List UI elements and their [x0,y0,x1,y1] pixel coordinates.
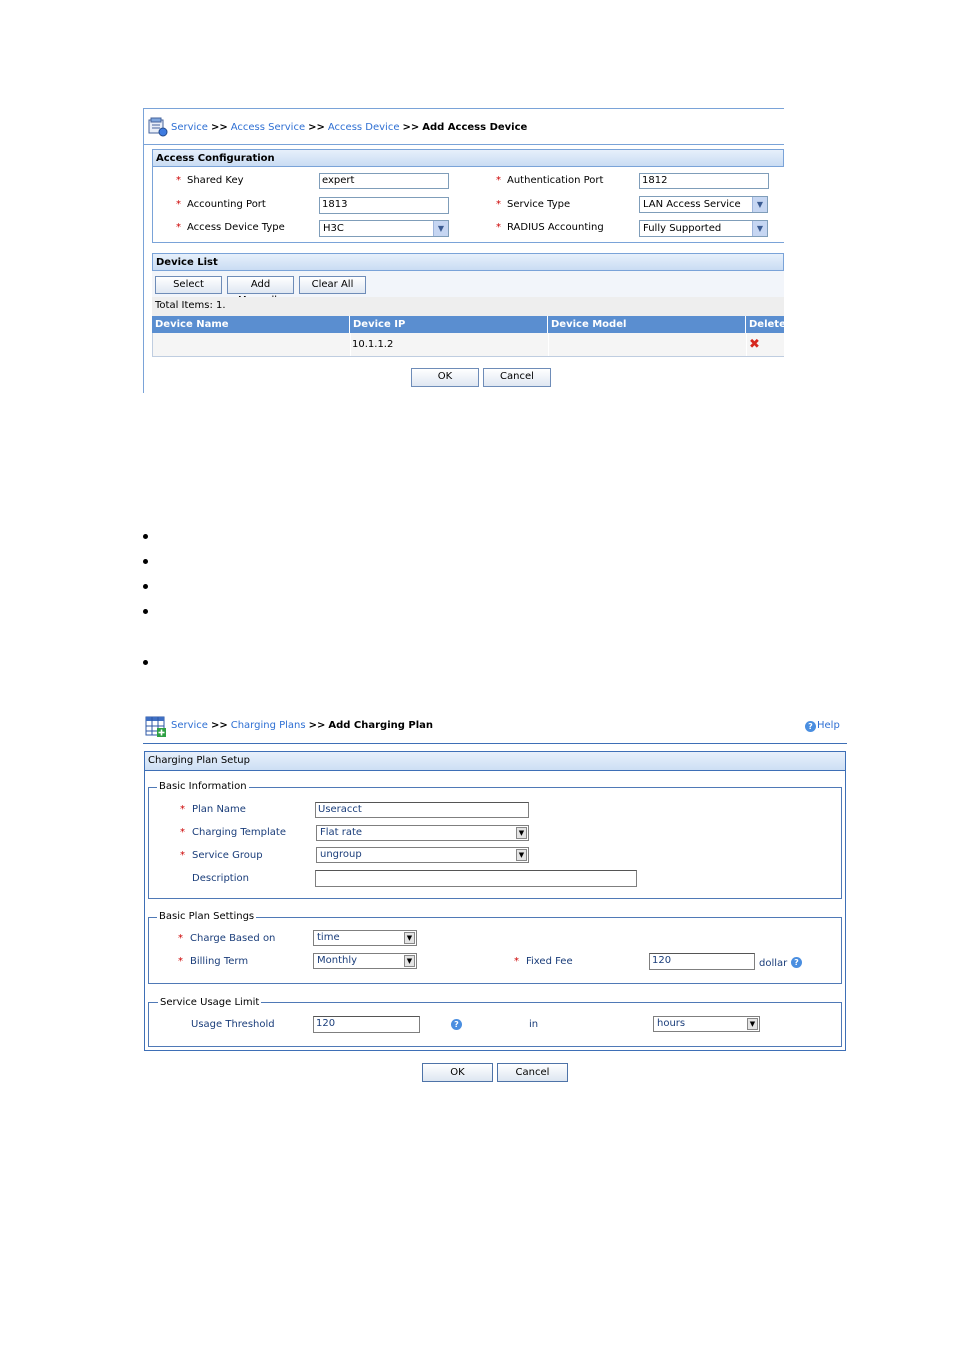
select-button[interactable]: Select [155,276,222,294]
radius-accounting-label: * RADIUS Accounting [496,222,604,233]
device-ip-cell: 10.1.1.2 [352,339,394,350]
accounting-port-input[interactable]: 1813 [319,197,449,214]
chevron-down-icon: ▼ [516,827,527,839]
bullet-point [143,534,148,539]
charge-based-on-select[interactable]: time ▼ [313,930,417,946]
accounting-port-label: * Accounting Port [176,199,266,210]
chevron-down-icon: ▼ [433,221,448,236]
total-items-text: Total Items: 1. [155,300,226,311]
add-charging-plan-screenshot [143,714,849,1089]
chevron-down-icon: ▼ [747,1018,758,1030]
plan-name-input[interactable]: Useracct [315,802,529,818]
basic-information-legend: Basic Information [159,781,247,792]
service-group-select[interactable]: ungroup ▼ [316,847,529,863]
charging-plan-icon [145,716,167,738]
breadcrumb-separator: >> [210,720,228,731]
description-label: Description [192,873,249,884]
breadcrumb [171,122,527,133]
billing-term-label: * Billing Term [178,956,249,967]
chevron-down-icon: ▼ [516,849,527,861]
basic-plan-settings-legend: Basic Plan Settings [159,911,255,922]
help-icon: ? [805,721,816,732]
breadcrumb-current: Add Access Device [422,122,528,133]
charging-template-select[interactable]: Flat rate ▼ [316,825,529,841]
breadcrumb-separator: >> [308,720,326,731]
table-row [152,333,784,356]
breadcrumb-charging-plans[interactable]: Charging Plans [230,720,306,731]
bullet-point [143,584,148,589]
add-manually-button[interactable]: Add [227,276,294,294]
authentication-port-label: * Authentication Port [496,175,604,186]
basic-plan-settings-fieldset [148,917,842,984]
column-device-ip[interactable]: Device IP [350,316,548,333]
cancel-button[interactable]: Cancel [497,1063,568,1082]
column-device-name[interactable]: Device Name [152,316,350,333]
breadcrumb-separator: >> [402,122,420,133]
charge-based-on-label: * Charge Based on [178,933,276,944]
breadcrumb-current: Add Charging Plan [328,720,434,731]
usage-threshold-help-icon[interactable]: ? [451,1019,462,1030]
breadcrumb-service[interactable]: Service [171,720,208,731]
charging-plan-setup-header: Charging Plan Setup [145,752,845,771]
fixed-fee-label: * Fixed Fee [514,956,573,967]
chevron-down-icon: ▼ [752,221,767,236]
breadcrumb-access-device[interactable]: Access Device [327,122,400,133]
fixed-fee-input[interactable]: 120 [649,953,755,970]
bullet-point [143,660,148,665]
usage-threshold-input[interactable]: 120 [313,1016,420,1033]
chevron-down-icon: ▼ [752,197,767,212]
cancel-button[interactable]: Cancel [483,368,551,387]
column-device-model[interactable]: Device Model [548,316,746,333]
usage-unit-select[interactable]: hours ▼ [653,1016,760,1032]
access-device-type-select[interactable]: H3C ▼ [319,220,449,237]
breadcrumb-service[interactable]: Service [171,122,208,133]
column-delete: Delete [746,316,784,333]
breadcrumb-separator: >> [210,122,228,133]
access-device-type-label: * Access Device Type [176,222,285,233]
service-type-label: * Service Type [496,199,571,210]
bullet-point [143,559,148,564]
bullet-point [143,609,148,614]
device-list-header: Device List [152,253,784,271]
breadcrumb-separator: >> [308,122,325,133]
breadcrumb-access-service[interactable]: Access Service [230,122,306,133]
in-label: in [529,1019,539,1030]
billing-term-select[interactable]: Monthly ▼ [313,953,417,969]
usage-threshold-label: Usage Threshold [191,1019,275,1030]
access-service-icon [148,117,168,137]
radius-accounting-select[interactable]: Fully Supported ▼ [639,220,768,237]
delete-icon[interactable]: ✖ [749,337,760,352]
service-group-label: * Service Group [180,850,263,861]
shared-key-label: * Shared Key [176,175,244,186]
help-link[interactable]: ? Help [805,720,840,732]
service-usage-limit-legend: Service Usage Limit [160,997,260,1008]
breadcrumb [171,720,433,731]
chevron-down-icon: ▼ [404,955,415,967]
ok-button[interactable]: OK [422,1063,493,1082]
plan-name-label: * Plan Name [180,804,246,815]
authentication-port-input[interactable]: 1812 [639,173,769,189]
service-type-select[interactable]: LAN Access Service ▼ [639,196,768,213]
description-input[interactable] [315,870,637,887]
charging-template-label: * Charging Template [180,827,287,838]
fixed-fee-help-icon[interactable]: ? [791,957,802,968]
ok-button[interactable]: OK [411,368,479,387]
clear-all-button[interactable]: Clear All [299,276,366,294]
fixed-fee-unit: dollar [759,958,788,969]
access-configuration-header: Access Configuration [152,149,784,167]
shared-key-input[interactable]: expert [319,173,449,189]
add-access-device-screenshot [143,108,785,393]
chevron-down-icon: ▼ [404,932,415,944]
